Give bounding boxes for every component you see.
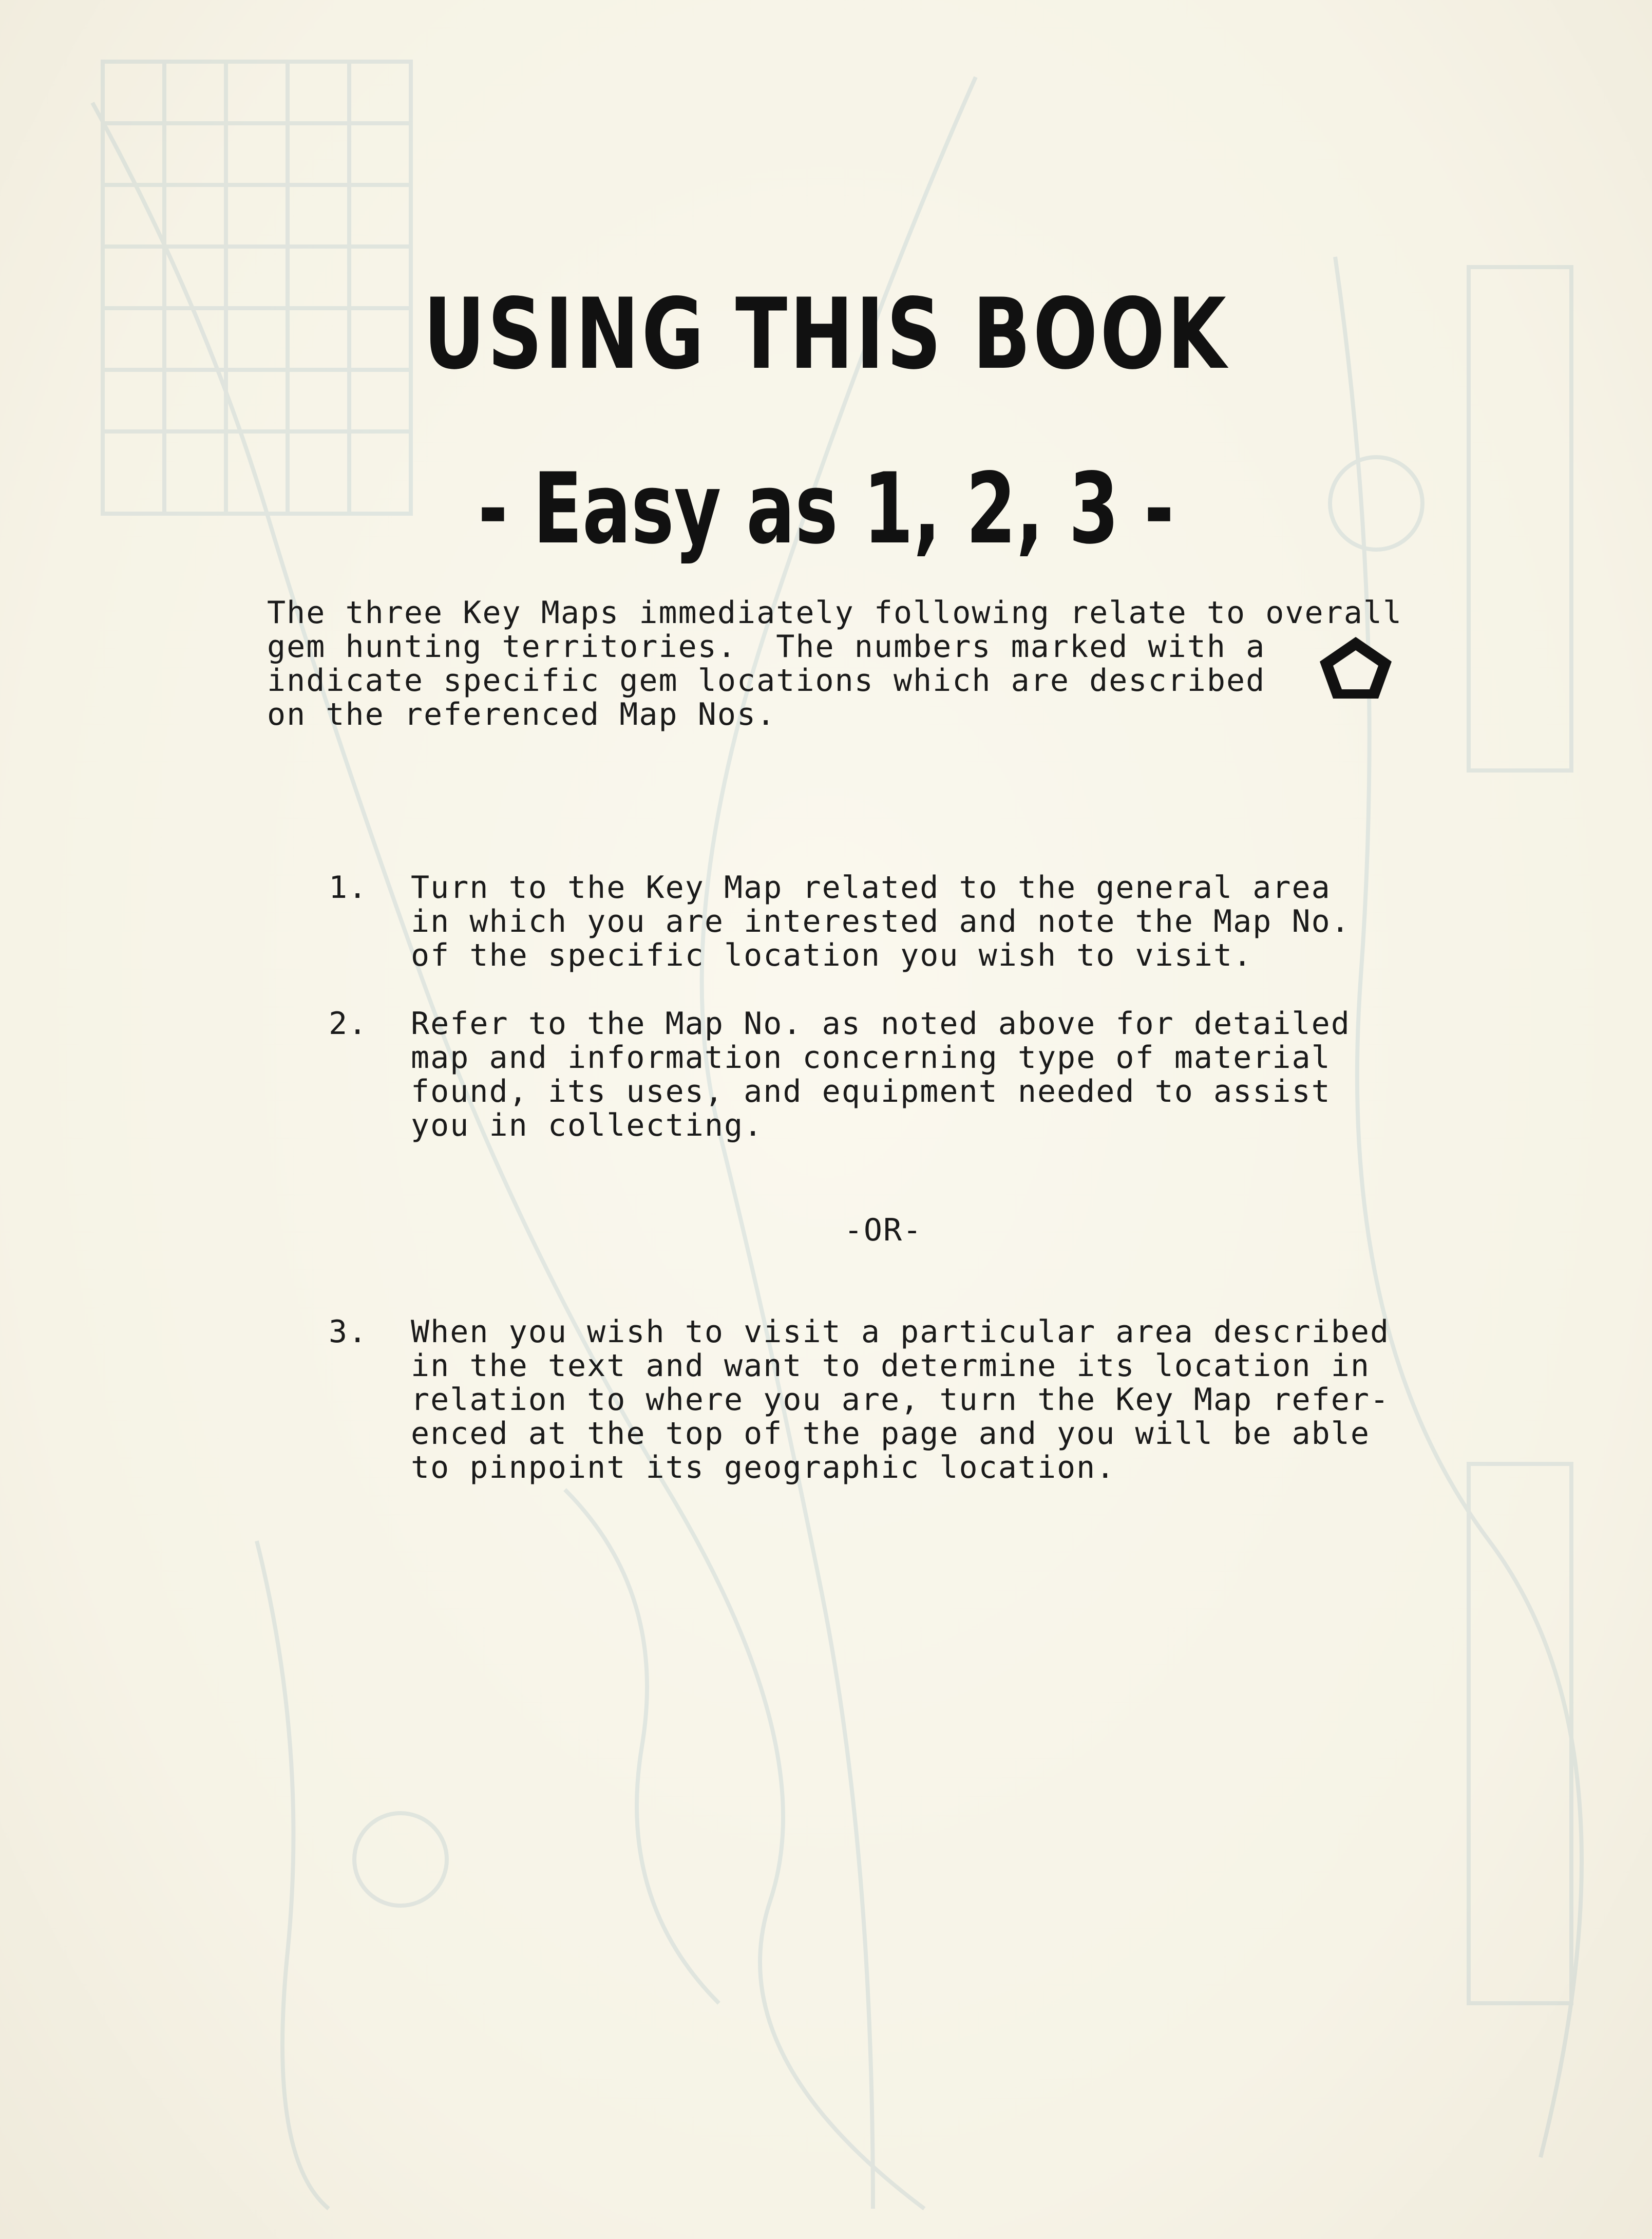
step-line: in which you are interested and note the Map No. [411, 904, 1351, 939]
step-text [411, 871, 1351, 972]
step-line: found, its uses, and equipment needed to assist [411, 1074, 1331, 1109]
pentagon-icon [1315, 632, 1397, 704]
step-line: you in collecting. [411, 1107, 764, 1143]
step-text [411, 1315, 1390, 1484]
page-title: USING THIS BOOK [423, 277, 1229, 391]
step-line: of the specific location you wish to visit. [411, 937, 1253, 973]
intro-line: gem hunting territories. The numbers marked with a [267, 629, 1266, 665]
step-line: map and information concerning type of material [411, 1040, 1331, 1076]
step-line: Refer to the Map No. as noted above for detailed [411, 1006, 1351, 1042]
step-line: When you wish to visit a particular area described [411, 1314, 1390, 1350]
step-line: Turn to the Key Map related to the general area [411, 870, 1331, 906]
step-number: 3. [329, 1314, 368, 1350]
step-line: relation to where you are, turn the Key Map refer- [411, 1382, 1390, 1418]
step-number: 1. [329, 870, 368, 906]
or-separator: -OR- [844, 1212, 923, 1248]
step-number: 2. [329, 1006, 368, 1042]
intro-paragraph [267, 596, 1402, 731]
page-subtitle: - Easy as 1, 2, 3 - [478, 452, 1174, 566]
step-line: to pinpoint its geographic location. [411, 1450, 1116, 1485]
step-line: enced at the top of the page and you will be able [411, 1416, 1371, 1452]
intro-line: The three Key Maps immediately following relate to overall [267, 595, 1403, 631]
intro-line: on the referenced Map Nos. [267, 697, 776, 732]
intro-line: indicate specific gem locations which are described [267, 663, 1266, 699]
step-text [411, 1007, 1351, 1142]
step-line: in the text and want to determine its location in [411, 1348, 1371, 1384]
